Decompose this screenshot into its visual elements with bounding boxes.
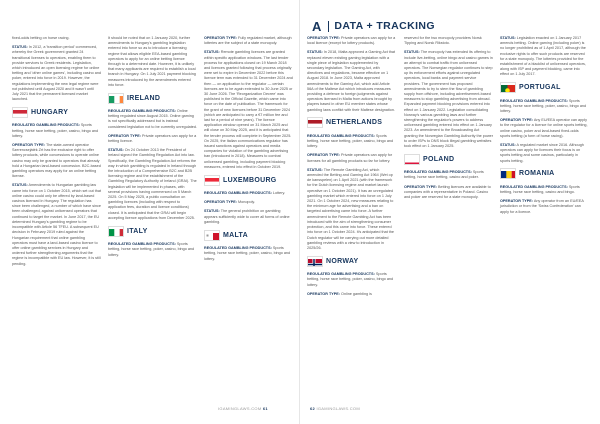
paragraph <box>108 134 197 144</box>
text-column-5 <box>404 36 493 204</box>
paragraph-text: Sports betting, horse race betting, poker, casino, bingo and lottery. <box>307 133 394 149</box>
norway-flag-icon <box>307 256 323 267</box>
field-label: STATUS: <box>404 50 420 55</box>
field-label: REGULATED GAMBLING PRODUCTS: <box>404 170 472 175</box>
paragraph <box>204 209 293 225</box>
field-label: REGULATED GAMBLING PRODUCTS: <box>108 109 176 114</box>
country-name: LUXEMBOURG <box>223 176 277 184</box>
country-name: NETHERLANDS <box>326 119 383 127</box>
paragraph <box>108 148 197 221</box>
text-column-1 <box>12 36 101 271</box>
paragraph-text: Private operators can apply for a betting licence. <box>108 133 197 144</box>
paragraph-text: Online gambling is <box>341 291 372 296</box>
paragraph-text: The general prohibition on gambling appears sufficiently wide to cover all forms of online gambling. <box>204 209 290 224</box>
paragraph-text: Amendments to Hungarian gambling law came into force on 1 October 2015, which set out that online casino could only be offered by land-based casinos licensed in Hungary. The regulation has since been challenged, a number of which have since been challenged, against unlicensed operators that continued to target the market. In June 2017, the EU determined Hungary's gambling regime to be incompatible with Article 56 TFEU. A subsequent EU decision in February 2019 ruled against the Hungarian requirement that online gambling operators must have a land-based casino licence to offer online gambling services in Hungary and ordered further strengthening arguments that the regime is incompatible with EU law. However, it is still pending. <box>12 183 102 266</box>
paragraph <box>12 183 101 266</box>
field-label: OPERATOR TYPE: <box>12 143 45 148</box>
field-label: OPERATOR TYPE: <box>204 200 237 205</box>
paragraph <box>404 36 493 46</box>
field-label: OPERATOR TYPE: <box>404 184 437 189</box>
field-label: REGULATED GAMBLING PRODUCTS: <box>108 242 176 247</box>
paragraph-text: The monopoly has extended its offering to include live-betting, online bingo and casino games in an attempt to combat traffic from unlicensed operators. The Norwegian regulator continues to step up its enforcement efforts against unregulated operators, local banks and payment service providers. The government has proposed amendments to try to stem the flow of gambling supply from offshore, including advertisement-based measures to stop gambling advertising from abroad. Expanded payment blocking provisions entered into effect on 1 January 2022. Legislation consolidating Norway's various gambling laws and further strengthening the regulator's powers to address unlicensed gambling entered into effect on 1 January 2023. An amendment to the Broadcasting Act granting the Norwegian Gambling Authority the power to order ISPs to DNS block illegal gambling websites took effect on 1 January 2025. <box>404 50 494 149</box>
field-label: REGULATED GAMBLING PRODUCTS: <box>307 272 375 277</box>
field-label: STATUS: <box>500 143 516 148</box>
paragraph <box>12 45 101 102</box>
paragraph <box>204 246 293 262</box>
paragraph <box>204 200 293 205</box>
field-label: OPERATOR TYPE: <box>307 36 340 40</box>
paragraph <box>108 109 197 130</box>
paragraph-text: On 24 October 2013 the President of Ireland signed the Gambling Regulation Act into law. Specifically, the Gambling Regulation Act reforms the way in which gambling is regulated in Ireland through the introduction of a Comprehensive B2C and B2B licensing regime and the establishment of the Gambling Regulatory Authority of Ireland (GRAI). The legislation will be implemented in phases, with several provisions having commenced on 5 March 2025. On 5 May 2025, a public consultation on gambling licences (including with respect to application fees, duration and licence conditions) closed. It is anticipated that the GRAI will begin accepting licence applications from December 2025. <box>108 148 197 220</box>
field-label: OPERATOR TYPE: <box>500 118 533 123</box>
paragraph-text: Any operator from an EU/EEA jurisdiction or from the 'Swiss Confederation' can apply for a licence. <box>500 199 584 214</box>
paragraph <box>204 36 293 46</box>
text-column-4 <box>307 36 396 301</box>
field-label: STATUS: <box>204 50 220 55</box>
paragraph-text: Sports betting, horse race betting, poker, casino, bingo and lottery. <box>12 123 99 138</box>
paragraph <box>12 36 101 41</box>
field-label: OPERATOR TYPE: <box>500 199 533 204</box>
paragraph <box>500 36 589 78</box>
field-label: REGULATED GAMBLING PRODUCTS: <box>12 123 80 128</box>
paragraph <box>307 292 396 297</box>
country-name: NORWAY <box>326 257 359 265</box>
field-label: STATUS: <box>307 50 323 55</box>
section-header <box>312 19 435 33</box>
paragraph <box>404 185 493 201</box>
paragraph <box>307 168 396 251</box>
paragraph-text: Sports betting, horse race betting, poker, casino, bingo and lottery. <box>500 98 587 114</box>
paragraph <box>307 272 396 288</box>
text-column-2 <box>108 36 197 262</box>
paragraph-text: Online betting regulated since August 2015. Online gaming is not specifically addressed but is instead considered legislation not to be currently unregulated. <box>108 109 198 129</box>
poland-flag-icon <box>404 154 420 165</box>
country-name: PORTUGAL <box>519 84 561 92</box>
country-heading-poland <box>404 153 493 165</box>
paragraph <box>204 191 293 196</box>
footer-left-site: IGAMINGLAWS.COM <box>218 406 262 411</box>
paragraph-text: Sports betting, horse race betting, casino and poker. <box>404 170 484 180</box>
country-heading-romania <box>500 168 589 180</box>
paragraph-text: Remote gambling licences are granted within specific application windows. The last tender process for applications closed on 19 March 2018 and licences granted following that process originally were set to expire in December 2022 before this licence term was extended to 31 December 2024 and then — on application to the regulator — certain licences are to be again extended to 30 June 2025 or 30 June 2026. The 'Reorganization Decree' was published in the Official Gazette, which came into force on the date of publication. The framework for the grant of new licences before 31 December 2024 (which are anticipated to carry a €7 million fee and last for a period of nine years). The licence application window opened on 31 March 2025 and will close on 30 May 2025, and it is anticipated that the tender process will complete in September 2025. On 2025, the Italian communications regulator has issued sanctions against operators and media companies for violation of the gambling advertising ban (introduced in 2018). Measures to combat unlicensed gambling, including payment blocking measures, entered into effect in October 2019. <box>204 50 293 169</box>
country-heading-netherlands <box>307 117 396 129</box>
country-name: IRELAND <box>127 94 161 102</box>
paragraph <box>204 50 293 170</box>
paragraph-text: Any EU/EEA operator can apply to the regulator for a licence for online sports betting, online casino, poker and land-based fixed-odds sports betting (a form of horse racing). <box>500 118 588 138</box>
paragraph-text: Private operators can apply for licenses for all gambling products so far for lottery. <box>307 153 393 163</box>
field-label: REGULATED GAMBLING PRODUCTS: <box>307 133 375 138</box>
field-label: STATUS: <box>12 183 28 188</box>
country-name: POLAND <box>423 155 455 163</box>
field-label: REGULATED GAMBLING PRODUCTS: <box>500 184 568 189</box>
malta-flag-icon <box>204 230 220 241</box>
field-label: REGULATED GAMBLING PRODUCTS: <box>500 98 568 103</box>
paragraph <box>12 143 101 179</box>
paragraph-text: Monopoly. <box>238 200 256 205</box>
hungary-flag-icon <box>12 107 28 118</box>
field-label: STATUS: <box>307 167 323 172</box>
country-heading-malta <box>204 229 293 241</box>
paragraph-text: Sports betting, horse race betting, poker, casino, bingo and lottery. <box>108 242 195 257</box>
paragraph <box>12 123 101 139</box>
country-name: MALTA <box>223 231 248 239</box>
netherlands-flag-icon <box>307 117 323 128</box>
paragraph <box>500 118 589 139</box>
country-heading-norway <box>307 255 396 267</box>
field-label: REGULATED GAMBLING PRODUCTS: <box>204 191 272 196</box>
paragraph <box>500 185 589 195</box>
paragraph-text: The state-owned operator Szerencsejáték Zrt has the exclusive right to offer lottery products, while concessions to operate online casino may only be granted to operators that already hold a Hungarian land-based concession. B2C-based gambling operators may apply for an online betting license. <box>12 143 101 179</box>
paragraph-text: Lottery. <box>272 191 286 196</box>
footer-left <box>218 406 268 411</box>
paragraph-text: It should be noted that on 1 January 2020, further amendments to Hungary's gambling legislation entered into force so as to introduce a licensing regime that allows eligible EEA-based gambling operators to apply for an online betting licence through to a determined date. However, it is unlikely that many applicants are required to establish a local branch in Hungary. On 1 July 2021 payment blocking measures introduced by the amendments entered into force. <box>108 36 196 87</box>
brand-logo: A <box>312 18 322 34</box>
ireland-flag-icon <box>108 93 124 104</box>
paragraph-text: Sports betting, horse race betting, poker, casino, bingo and lottery. <box>307 272 394 287</box>
paragraph-text: Fully regulated market, although lotteries are the subject of a state monopoly. <box>204 36 292 46</box>
section-title: DATA + TRACKING <box>334 19 435 32</box>
country-heading-ireland <box>108 92 197 104</box>
footer-right-page: 62 <box>310 406 316 411</box>
paragraph <box>108 242 197 258</box>
country-heading-hungary <box>12 106 101 118</box>
paragraph <box>307 153 396 163</box>
paragraph <box>108 36 197 88</box>
paragraph <box>404 170 493 180</box>
field-label: OPERATOR TYPE: <box>204 36 237 40</box>
field-label: STATUS: <box>108 148 124 153</box>
paragraph <box>307 50 396 112</box>
field-label: STATUS: <box>500 36 516 40</box>
paragraph-text: In 2018, Malta approved a Gaming Act that replaced eleven existing gaming legislation with a single piece of legislation supplemented by secondary legislation. The Gaming Act, with directives and regulations, became effective on 1 August 2018. In June 2023, Malta approved amendments to the Gaming Act, which add Article 56A of the Maltese Act which introduces measures providing a defence to foreign judgments against operators licensed in Malta from actions brought by players based in other EU member states whose gambling laws conflict with their Maltese designation. <box>307 50 396 112</box>
page-divider <box>299 0 300 424</box>
field-label: OPERATOR TYPE: <box>307 153 340 158</box>
paragraph-text: reserved for the two monopoly providers Norsk Tipping and Norsk Rikstoto. <box>404 36 482 46</box>
country-heading-italy <box>108 225 197 237</box>
field-label: STATUS: <box>204 209 220 214</box>
country-name: ITALY <box>127 227 148 235</box>
country-name: HUNGARY <box>31 108 69 116</box>
italy-flag-icon <box>108 226 124 237</box>
paragraph-text: fixed-odds betting on horse racing. <box>12 36 70 40</box>
paragraph-text: A regulated market since 2016. Although operators can apply for licences their focus is on sports betting and some casinos, particularly in sports betting. <box>500 143 584 163</box>
field-label: STATUS: <box>12 45 28 50</box>
paragraph-text: Legislation enacted on 1 January 2017 amends betting. Online gaming (including poker) is no longer prohibited as of 1 April 2017, although the exclusive rights to offer such products are reserved for a state monopoly. The lotteries provided for the establishment of a blacklist of unlicensed operators, along with ISP and payment blocking, came into effect on 1 July 2017. <box>500 36 586 77</box>
paragraph <box>404 50 493 149</box>
text-column-6 <box>500 36 589 219</box>
paragraph-text: Private operators can apply for a local licence (except for lottery products). <box>307 36 396 46</box>
paragraph-text: In 2012, a 'transition period' commenced, whereby the Greek government granted 24 transitional licenses to operators, enabling them to provide services to Greek residents. Legislation, which introduced an open licensing regime for online betting and 'other online games', including casino and poker, entered into force in 2019. However, the regulations implementing the new legal regime were not published until August 2020 and it wasn't until July 2021 that the permanent licensed market launched. <box>12 45 101 102</box>
country-heading-luxembourg <box>204 174 293 186</box>
paragraph <box>500 199 589 215</box>
text-column-3 <box>204 36 293 266</box>
paragraph <box>500 99 589 115</box>
luxembourg-flag-icon <box>204 175 220 186</box>
country-name: ROMANIA <box>519 170 555 178</box>
footer-left-page: 61 <box>262 406 268 411</box>
portugal-flag-icon <box>500 82 516 93</box>
field-label: OPERATOR TYPE: <box>307 291 340 296</box>
paragraph <box>307 36 396 46</box>
field-label: OPERATOR TYPE: <box>108 133 141 138</box>
paragraph-text: Betting licences are available to companies with a representative in Poland. Casino and poker are reserved for a state monopoly. <box>404 184 491 200</box>
paragraph <box>500 143 589 164</box>
paragraph <box>307 134 396 150</box>
paragraph-text: Sports betting, horse race betting, casino and bingo. <box>500 184 580 195</box>
paragraph-text: The Remote Gambling Act, which amended the Betting and Gaming Act 1964 (Wet op de kansspelen) on 1 April 2021 (with the framework for the Dutch licensing regime and market launch operative on 1 October 2021). It has an unregulated gambling market which entered into force on 1 July 2021. On 1 October 2024, new measures relating to the minimum age for advertising and a ban on targeted advertising came into force. A further amendment to the Remote Gambling Act has been introduced with the aim of strengthening consumer protection, and this came into force. These entered into force on 1 October 2024. It's anticipated that the Dutch regulator will be carrying out more detailed gambling reviews with a view to introduction in 2025/26. <box>307 167 395 250</box>
paragraph-text: Sports betting, horse race betting, poker, casino, bingo and lottery. <box>204 246 291 261</box>
country-heading-portugal <box>500 82 589 94</box>
header-separator <box>328 21 329 32</box>
romania-flag-icon <box>500 168 516 179</box>
footer-right <box>310 406 360 411</box>
field-label: REGULATED GAMBLING PRODUCTS: <box>204 246 272 251</box>
footer-right-site: IGAMINGLAWS.COM <box>316 406 360 411</box>
